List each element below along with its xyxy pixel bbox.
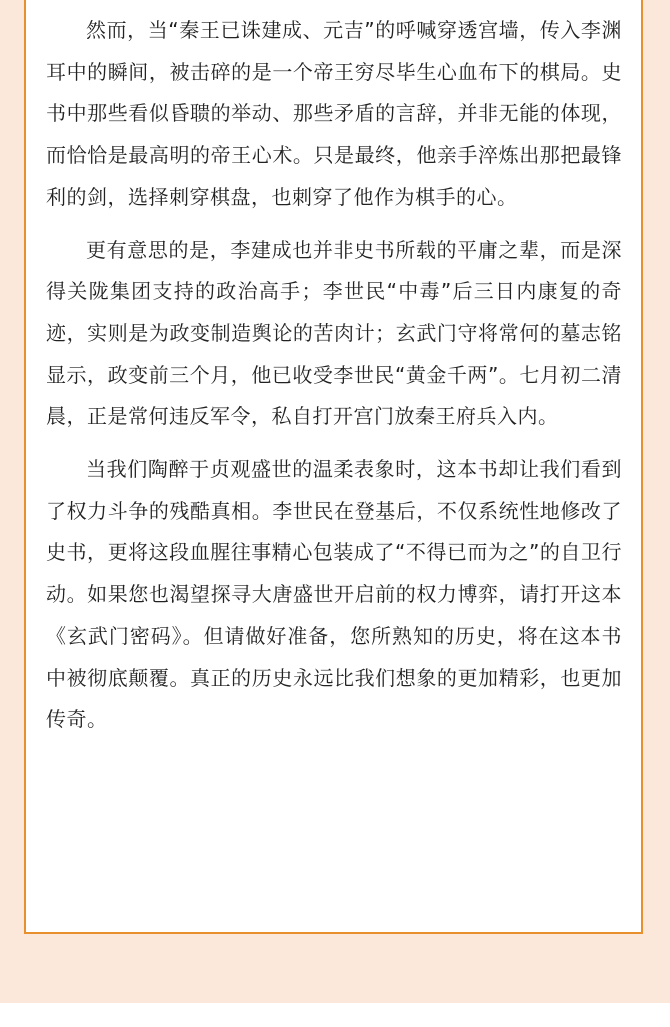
paragraph-2: 更有意思的是，李建成也并非史书所载的平庸之辈，而是深得关陇集团支持的政治高手；李世民“中毒”后三日内康复的奇迹，实则是为政变制造舆论的苦肉计；玄武门守将常何的墓志铭显示，政变前三个月，他已收受李世民“黄金千两”。七月初二清晨，正是常何违反军令，私自打开宫门放秦王府兵入内。 xyxy=(46,237,622,429)
paragraph-3: 当我们陶醉于贞观盛世的温柔表象时，这本书却让我们看到了权力斗争的残酷真相。李世民在登基后，不仅系统性地修改了史书，更将这段血腥往事精心包装成了“不得已而为之”的自卫行动。如果您也渴望探寻大唐盛世开启前的权力博弈，请打开这本《玄武门密码》。但请做好准备，您所熟知的历史，将在这本书中被彻底颠覆。真正的历史永远比我们想象的更加精彩，也更加传奇。 xyxy=(46,457,622,732)
bottom-band xyxy=(0,1003,670,1027)
article-body xyxy=(46,10,622,741)
paragraph-1: 然而，当“秦王已诛建成、元吉”的呼喊穿透宫墙，传入李渊耳中的瞬间，被击碎的是一个帝王穷尽毕生心血布下的棋局。史书中那些看似昏聩的举动、那些矛盾的言辞，并非无能的体现，而恰恰是最高明的帝王心术。只是最终，他亲手淬炼出那把最锋利的剑，选择刺穿棋盘，也刺穿了他作为棋手的心。 xyxy=(46,18,622,209)
